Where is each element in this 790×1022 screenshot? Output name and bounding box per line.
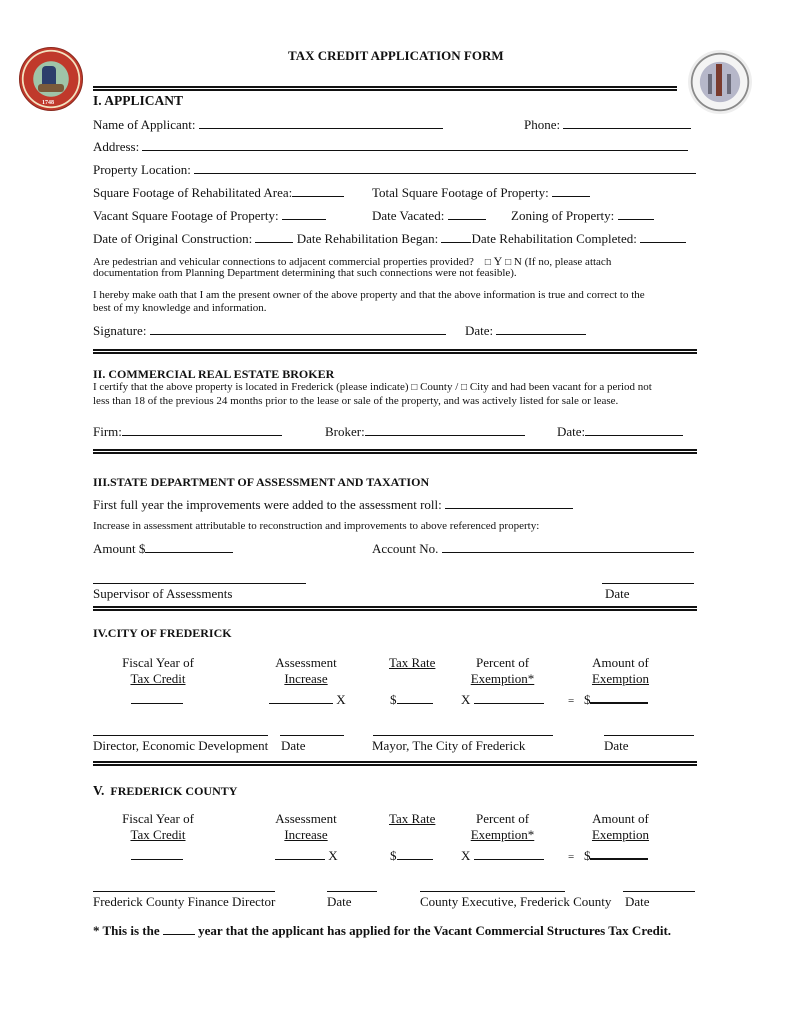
connections-question: Are pedestrian and vehicular connections to adjacent commercial properties provided? [93,256,474,268]
col-header-line2: Exemption* [470,671,535,686]
orig-construction-label: Date of Original Construction: [93,231,253,246]
signature-field[interactable] [150,323,446,335]
city-percent-group [461,692,544,708]
city-assessment-increase-field[interactable] [269,692,333,704]
signature-row [93,323,446,339]
supervisor-label: Supervisor of Assessments [93,586,233,601]
account-field[interactable] [442,541,694,553]
date-vacated-label: Date Vacated: [372,208,445,223]
sqft-rehab-label: Square Footage of Rehabilitated Area: [93,185,293,200]
county-fiscal-year-field[interactable] [131,848,183,860]
multiply-sign: X [461,692,471,707]
form-title: TAX CREDIT APPLICATION FORM [288,48,504,63]
date-vacated-row [372,208,486,224]
county-percent-group [461,848,544,864]
col-header-line1: Assessment [275,655,337,670]
supervisor-signature-line[interactable] [93,583,306,584]
first-year-field[interactable] [445,497,573,509]
col-header-line2: Exemption [591,671,650,686]
footnote-pre: * This is the [93,923,160,938]
col-header-line1: Percent of [475,811,530,826]
city-amount-group [568,692,648,708]
sqft-rehab-field[interactable] [292,185,344,197]
city-of-frederick-seal-icon [688,50,752,114]
section-title: FREDERICK COUNTY [110,784,238,798]
address-field[interactable] [142,139,688,151]
firm-label: Firm: [93,424,122,439]
oath-line-1: I hereby make oath that I am the present owner of the above property and that the above information is true and correct to the [93,289,645,301]
mayor-label: Mayor, The City of Frederick [372,738,526,753]
section-heading-assessment: III.STATE DEPARTMENT OF ASSESSMENT AND TAXATION [93,475,430,489]
amount-row [93,541,233,557]
dollar-sign: $ [583,848,591,863]
seal-spire-right [727,74,731,94]
county-tax-rate-group [390,848,433,864]
finance-director-date-line[interactable] [327,891,377,892]
phone-field[interactable] [563,117,691,129]
col-percent-exemption-header [465,655,540,687]
col-tax-rate-header: Tax Rate [389,811,436,826]
multiply-sign: X [328,848,338,863]
county-label: County / [420,381,459,393]
property-location-label: Property Location: [93,162,191,177]
broker-date-row [557,424,683,440]
firm-row [93,424,282,440]
city-percent-exemption-field[interactable] [474,692,544,704]
divider [93,761,697,766]
connections-question-line2: documentation from Planning Department determining that such connections were not feasible). [93,267,517,279]
account-label: Account No. [372,541,439,556]
first-year-label: First full year the improvements were added to the assessment roll: [93,497,442,512]
frederick-county-seal-icon [19,47,83,111]
county-calc-row [131,848,183,864]
divider [93,606,697,611]
col-fiscal-year-header [113,811,203,843]
firm-field[interactable] [122,424,282,436]
col-header-line2: Tax Credit [130,827,186,842]
city-label: City and had been vacant for a period not [469,381,652,393]
seal-year: 1748 [42,100,54,106]
county-amount-exemption-field[interactable] [590,848,648,860]
sqft-total-field[interactable] [552,185,590,197]
mayor-date-label: Date [604,738,629,753]
seal-spire-left [708,74,712,94]
county-percent-exemption-field[interactable] [474,848,544,860]
section-number: V. [93,783,105,798]
sqft-total-label: Total Square Footage of Property: [372,185,549,200]
director-label: Director, Economic Development [93,738,269,753]
col-header-line1: Amount of [592,655,649,670]
col-header-line2: Exemption [591,827,650,842]
county-checkbox[interactable]: □ [411,382,418,393]
section-heading-county [93,783,237,799]
col-header-line2: Increase [284,671,328,686]
director-date-line[interactable] [280,735,344,736]
phone-row [524,117,691,133]
sqft-total-row [372,185,590,201]
amount-field[interactable] [145,541,233,553]
finance-director-signature-line[interactable] [93,891,275,892]
yes-label: Y [493,254,503,268]
city-calc-row [131,692,183,708]
signature-label: Signature: [93,323,147,338]
col-header-line1: Assessment [275,811,337,826]
dollar-sign: $ [583,692,591,707]
account-row [372,541,694,557]
vacant-sqft-field[interactable] [282,208,326,220]
city-tax-rate-field[interactable] [397,692,433,704]
divider [93,349,697,354]
yes-checkbox[interactable]: □ [484,257,491,268]
amount-label: Amount $ [93,541,146,556]
rehab-completed-field[interactable] [640,231,686,243]
name-of-applicant-field[interactable] [199,117,443,129]
footnote-post: year that the applicant has applied for the Vacant Commercial Structures Tax Credit. [198,923,672,938]
orig-construction-field[interactable] [255,231,293,243]
seal-spire [716,64,722,96]
city-assessment-group [269,692,346,708]
certify-text: I certify that the above property is located in Frederick (please indicate) [93,381,409,393]
sqft-rehab-row [93,185,344,201]
vacant-sqft-label: Vacant Square Footage of Property: [93,208,279,223]
divider [93,86,677,91]
finance-director-label: Frederick County Finance Director [93,894,276,909]
col-percent-exemption-header [465,811,540,843]
broker-field[interactable] [365,424,525,436]
col-header-line2: Exemption* [470,827,535,842]
mayor-date-line[interactable] [604,735,694,736]
increase-text: Increase in assessment attributable to reconstruction and improvements to above referenced property: [93,520,540,532]
address-row [93,139,688,155]
broker-certify-line-2: less than 18 of the previous 24 months prior to the lease or sale of the property, and was actively listed for sale or lease. [93,395,619,407]
no-label: N (If no, please attach [513,256,612,268]
property-location-row [93,162,696,178]
zoning-row [511,208,654,224]
dollar-sign: $ [390,692,397,707]
county-tax-rate-field[interactable] [397,848,433,860]
address-label: Address: [93,139,140,154]
property-location-field[interactable] [194,162,696,174]
dates-row [93,231,686,247]
broker-date-field[interactable] [585,424,683,436]
col-header-line1: Fiscal Year of [122,655,194,670]
broker-row [325,424,525,440]
city-tax-rate-group [390,692,433,708]
divider [93,449,697,454]
equals-sign: = [568,851,575,863]
no-checkbox[interactable]: □ [505,257,512,268]
col-tax-rate-header: Tax Rate [389,655,436,670]
date-vacated-field[interactable] [448,208,486,220]
section-heading-city: IV.CITY OF FREDERICK [93,626,232,640]
application-year-field[interactable] [163,923,195,935]
county-assessment-group [275,848,338,864]
seal-ground [38,84,64,92]
county-executive-date-label: Date [625,894,650,909]
county-assessment-increase-field[interactable] [275,848,325,860]
name-label: Name of Applicant: [93,117,196,132]
oath-line-2: best of my knowledge and information. [93,302,267,314]
finance-director-date-label: Date [327,894,352,909]
col-header-line1: Amount of [592,811,649,826]
county-executive-date-line[interactable] [623,891,695,892]
col-amount-exemption-header [583,811,658,843]
section-heading-broker: II. COMMERCIAL REAL ESTATE BROKER [93,367,335,381]
county-amount-group [568,848,648,864]
signature-date-label: Date: [465,323,494,338]
director-signature-line[interactable] [93,735,268,736]
zoning-field[interactable] [618,208,654,220]
rehab-began-label: Date Rehabilitation Began: [296,231,439,246]
section-heading-applicant: I. APPLICANT [93,93,184,108]
col-fiscal-year-header [113,655,203,687]
rehab-began-field[interactable] [441,231,471,243]
broker-certify-line-1 [93,381,652,393]
vacant-sqft-row [93,208,326,224]
city-fiscal-year-field[interactable] [131,692,183,704]
signature-date-field[interactable] [496,323,586,335]
col-assessment-increase-header [266,655,346,687]
equals-sign: = [568,695,575,707]
col-header-line2: Increase [284,827,328,842]
col-amount-exemption-header [583,655,658,687]
broker-date-label: Date: [557,424,586,439]
col-header-line1: Percent of [475,655,530,670]
multiply-sign: X [336,692,346,707]
city-checkbox[interactable]: □ [461,382,468,393]
footnote [93,923,671,939]
director-date-label: Date [281,738,306,753]
rehab-completed-label: Date Rehabilitation Completed: [471,231,637,246]
first-year-row [93,497,573,513]
broker-label: Broker: [325,424,365,439]
multiply-sign: X [461,848,471,863]
mayor-signature-line[interactable] [373,735,553,736]
zoning-label: Zoning of Property: [511,208,615,223]
signature-date-row [465,323,586,339]
col-assessment-increase-header [266,811,346,843]
name-of-applicant-row [93,117,443,133]
county-executive-label: County Executive, Frederick County [420,894,612,909]
city-amount-exemption-field[interactable] [590,692,648,704]
supervisor-date-label: Date [605,586,630,601]
col-header-line1: Fiscal Year of [122,811,194,826]
col-header-line2: Tax Credit [130,671,186,686]
dollar-sign: $ [390,848,397,863]
phone-label: Phone: [524,117,561,132]
county-executive-signature-line[interactable] [420,891,565,892]
supervisor-date-line[interactable] [602,583,694,584]
